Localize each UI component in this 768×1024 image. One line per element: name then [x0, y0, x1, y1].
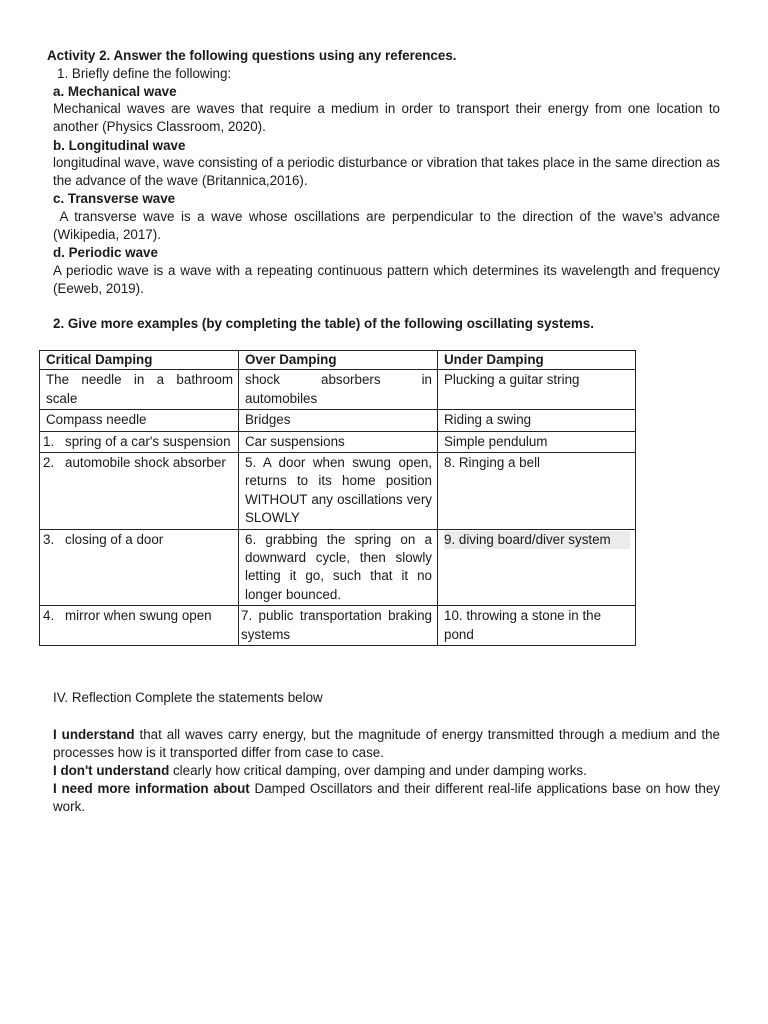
header-critical-damping: Critical Damping: [40, 351, 239, 370]
table-row: [40, 453, 636, 530]
cell-text: shock absorbers in automobiles: [245, 372, 432, 406]
table-cell: [239, 453, 438, 530]
cell-text: 10. throwing a stone in the pond: [444, 608, 602, 642]
term-periodic-wave: d. Periodic wave: [53, 245, 158, 260]
definition-longitudinal-wave: longitudinal wave, wave consisting of a periodic disturbance or vibration that takes place in the same direction as the advance of the wave (Britannica,2016).: [53, 155, 720, 188]
cell-text: 5. A door when swung open, returns to its home position WITHOUT any oscillations very SLOWLY: [245, 455, 432, 526]
table-row: [40, 370, 636, 410]
table-cell: [438, 410, 636, 431]
cell-text: 6. grabbing the spring on a downward cycle, then slowly letting it go, such that it no longer bounced.: [245, 531, 432, 602]
question-1: 1. Briefly define the following:: [57, 66, 232, 81]
definition-mechanical-wave: Mechanical waves are waves that require a medium in order to transport their energy from one location to another (Physics Classroom, 2020).: [53, 101, 720, 134]
dont-understand-lead: I don't understand: [53, 763, 170, 778]
list-number: 1.: [43, 433, 55, 449]
table-cell: [239, 431, 438, 452]
term-longitudinal-wave: b. Longitudinal wave: [53, 138, 186, 153]
cell-text: 8. Ringing a bell: [444, 455, 541, 471]
table-cell: [40, 606, 239, 646]
table-cell: [239, 370, 438, 410]
reflection-heading: IV. Reflection Complete the statements below: [53, 690, 323, 705]
question-2: 2. Give more examples (by completing the table) of the following oscillating systems.: [53, 316, 594, 331]
table-row: [40, 410, 636, 431]
need-more-info-text: Damped Oscillators and their different real-life applications base on how they work.: [53, 781, 721, 814]
cell-text: Riding a swing: [444, 412, 532, 428]
definition-transverse-wave: A transverse wave is a wave whose oscillations are perpendicular to the direction of the wave's advance (Wikipedia, 2017).: [53, 209, 724, 242]
activity-heading: Activity 2. Answer the following questions using any references.: [47, 48, 457, 63]
table-cell: [438, 431, 636, 452]
table-cell: [40, 410, 239, 431]
cell-text: Compass needle: [46, 412, 147, 428]
cell-text: 7. public transportation braking systems: [241, 608, 432, 642]
table-cell: [239, 606, 438, 646]
table-cell: [438, 453, 636, 530]
cell-text: The needle in a bathroom scale: [46, 372, 233, 406]
oscillating-systems-table: [39, 350, 636, 646]
cell-text: Plucking a guitar string: [444, 372, 580, 388]
table-cell: [40, 370, 239, 410]
reflection-need-more-info: [53, 780, 720, 816]
dont-understand-text: clearly how critical damping, over damping and under damping works.: [169, 763, 587, 778]
reflection-understand: [53, 726, 720, 762]
table-cell: [40, 529, 239, 606]
term-transverse-wave: c. Transverse wave: [53, 191, 176, 206]
understand-lead: I understand: [53, 727, 135, 742]
cell-text: spring of a car's suspension: [65, 433, 231, 449]
table-cell: [438, 370, 636, 410]
list-number: 2.: [43, 455, 55, 471]
header-under-damping: Under Damping: [438, 351, 636, 370]
table-cell: [239, 529, 438, 606]
table-row: [40, 529, 636, 606]
header-over-damping: Over Damping: [239, 351, 438, 370]
definition-periodic-wave: A periodic wave is a wave with a repeating continuous pattern which determines its wavelength and frequency (Eeweb, 2019).: [53, 263, 720, 296]
understand-text: that all waves carry energy, but the magnitude of energy transmitted through a medium and the processes how is it transported differ from case to case.: [53, 727, 720, 760]
table-header-row: [40, 351, 636, 370]
reflection-dont-understand: [53, 762, 720, 780]
table-row: [40, 431, 636, 452]
table-cell: [40, 431, 239, 452]
table-cell: [438, 529, 636, 606]
term-mechanical-wave: a. Mechanical wave: [53, 84, 177, 99]
cell-text: automobile shock absorber: [65, 455, 226, 471]
list-number: 4.: [43, 608, 55, 624]
cell-text-highlighted: 9. diving board/diver system: [444, 531, 630, 549]
table-cell: [239, 410, 438, 431]
table-cell: [40, 453, 239, 530]
cell-text: Bridges: [245, 412, 291, 428]
cell-text: Car suspensions: [245, 433, 345, 449]
cell-text: Simple pendulum: [444, 433, 548, 449]
cell-text: closing of a door: [65, 531, 164, 547]
cell-text: mirror when swung open: [65, 608, 212, 624]
list-number: 3.: [43, 531, 55, 547]
need-more-info-lead: I need more information about: [53, 781, 250, 796]
table-cell: [438, 606, 636, 646]
table-row: [40, 606, 636, 646]
